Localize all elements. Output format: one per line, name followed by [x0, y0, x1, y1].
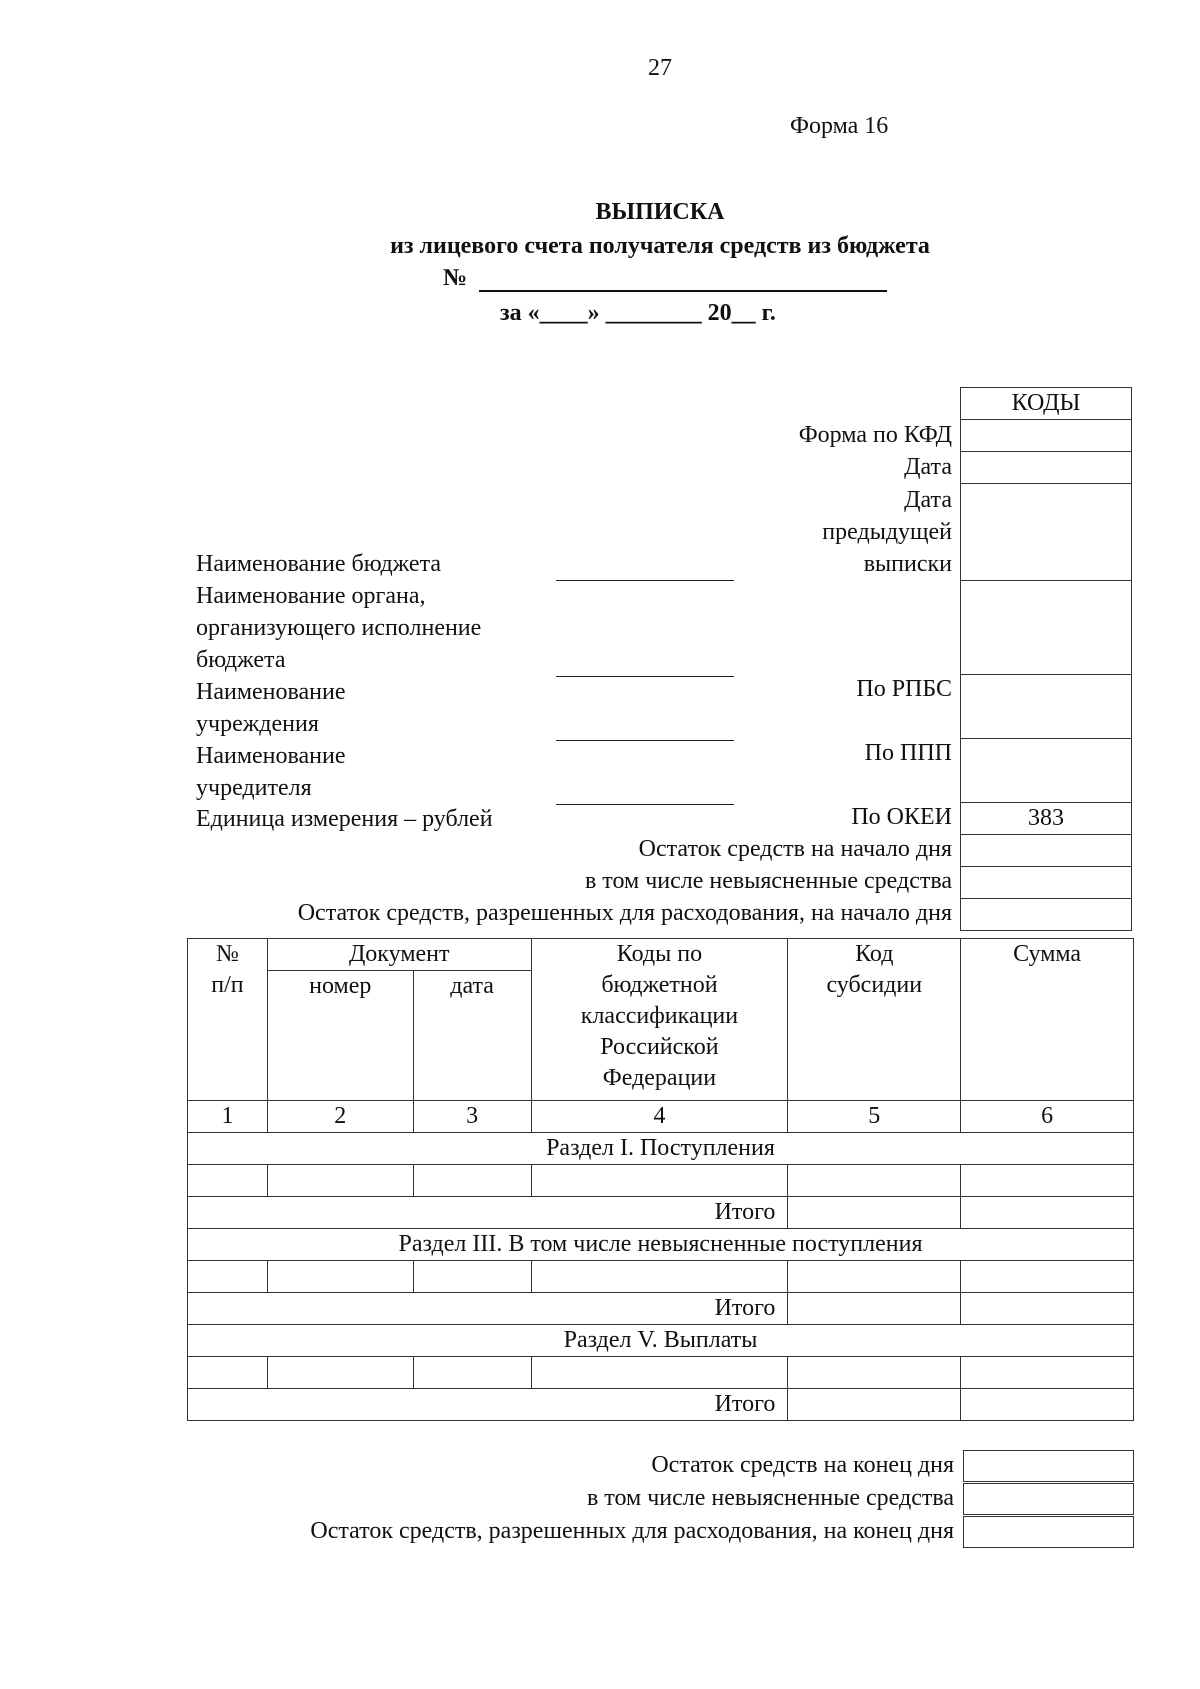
total-label: Итого	[188, 1389, 788, 1421]
header-kbk	[531, 939, 788, 1101]
column-number-row	[188, 1101, 1134, 1133]
cell[interactable]	[531, 1165, 788, 1197]
statement-table	[187, 938, 1134, 1421]
col-number: 3	[413, 1101, 531, 1133]
document-title: ВЫПИСКА	[595, 199, 725, 225]
header-subsidy-line1: Код	[855, 941, 894, 967]
page-number: 27	[648, 55, 672, 81]
end-balance-cell[interactable]	[963, 1450, 1134, 1482]
cell[interactable]	[788, 1261, 961, 1293]
header-kbk-line4: Российской	[600, 1034, 719, 1060]
end-balance-label: Остаток средств на конец дня	[651, 1452, 954, 1478]
prev-date-code-cell[interactable]	[960, 483, 1132, 581]
cell[interactable]	[961, 1261, 1134, 1293]
prev-date-label-3: выписки	[863, 551, 952, 577]
section-row	[188, 1229, 1134, 1261]
date-line: за «____» ________ 20__ г.	[500, 300, 776, 326]
number-label: №	[443, 265, 468, 291]
header-document: Документ	[267, 939, 531, 971]
number-line	[443, 264, 887, 292]
kfd-label: Форма по КФД	[798, 422, 952, 448]
total-label: Итого	[188, 1197, 788, 1229]
cell[interactable]	[788, 1293, 961, 1325]
start-unclear-label: в том числе невыясненные средства	[584, 868, 952, 894]
end-unclear-label: в том числе невыясненные средства	[586, 1485, 954, 1511]
budget-name-field[interactable]	[556, 580, 734, 581]
table-row	[188, 1357, 1134, 1389]
founder-field[interactable]	[556, 804, 734, 805]
total-row	[188, 1389, 1134, 1421]
start-balance-label: Остаток средств на начало дня	[638, 836, 952, 862]
institution-label-1: Наименование	[196, 679, 346, 705]
total-label: Итого	[188, 1293, 788, 1325]
col-number: 5	[788, 1101, 961, 1133]
end-allowed-cell[interactable]	[963, 1516, 1134, 1548]
cell[interactable]	[788, 1389, 961, 1421]
cell[interactable]	[188, 1261, 268, 1293]
date-label: Дата	[904, 454, 952, 480]
cell[interactable]	[961, 1389, 1134, 1421]
cell[interactable]	[267, 1165, 413, 1197]
header-row-1	[188, 939, 1134, 971]
col-number: 6	[961, 1101, 1134, 1133]
table-row	[188, 1165, 1134, 1197]
kfd-code-cell[interactable]	[960, 419, 1132, 452]
table-row	[188, 1261, 1134, 1293]
cell[interactable]	[961, 1357, 1134, 1389]
okei-label: По ОКЕИ	[851, 804, 952, 830]
founder-label-1: Наименование	[196, 743, 346, 769]
header-sum: Сумма	[961, 939, 1134, 1101]
org-name-label-3: бюджета	[196, 647, 286, 673]
section-row	[188, 1325, 1134, 1357]
form-number: Форма 16	[790, 113, 889, 139]
header-kbk-line3: классификации	[580, 1003, 739, 1029]
prev-date-label-1: Дата	[904, 487, 952, 513]
cell[interactable]	[413, 1261, 531, 1293]
start-allowed-label: Остаток средств, разрешенных для расходования, на начало дня	[297, 900, 952, 926]
start-unclear-cell[interactable]	[960, 866, 1132, 899]
total-row	[188, 1293, 1134, 1325]
cell[interactable]	[788, 1165, 961, 1197]
ppp-code-cell[interactable]	[960, 738, 1132, 803]
section-3-title: Раздел III. В том числе невыясненные поступления	[188, 1229, 1134, 1261]
section-row	[188, 1133, 1134, 1165]
header-kbk-line1: Коды по	[616, 941, 703, 967]
okei-code-cell: 383	[960, 802, 1132, 835]
total-row	[188, 1197, 1134, 1229]
header-subsidy-line2: субсидии	[826, 972, 923, 998]
org-name-label-1: Наименование органа,	[196, 583, 426, 609]
budget-name-label: Наименование бюджета	[196, 551, 442, 577]
cell[interactable]	[788, 1357, 961, 1389]
number-field[interactable]	[479, 264, 887, 292]
section-5-title: Раздел V. Выплаты	[188, 1325, 1134, 1357]
cell[interactable]	[413, 1357, 531, 1389]
rpbs-code-cell[interactable]	[960, 674, 1132, 739]
prev-date-label-2: предыдущей	[822, 519, 952, 545]
cell[interactable]	[188, 1165, 268, 1197]
start-balance-cell[interactable]	[960, 834, 1132, 867]
header-subsidy	[788, 939, 961, 1101]
org-name-label-2: организующего исполнение	[196, 615, 482, 641]
header-number-line1: №	[215, 941, 239, 967]
header-kbk-line2: бюджетной	[601, 972, 718, 998]
cell[interactable]	[961, 1165, 1134, 1197]
cell[interactable]	[961, 1293, 1134, 1325]
rpbs-label: По РПБС	[856, 676, 952, 702]
end-unclear-cell[interactable]	[963, 1483, 1134, 1515]
cell[interactable]	[188, 1357, 268, 1389]
header-kbk-line5: Федерации	[602, 1065, 717, 1091]
cell[interactable]	[531, 1357, 788, 1389]
section-1-title: Раздел I. Поступления	[188, 1133, 1134, 1165]
col-number: 1	[188, 1101, 268, 1133]
col-number: 4	[531, 1101, 788, 1133]
org-name-field[interactable]	[556, 676, 734, 677]
org-code-cell[interactable]	[960, 580, 1132, 675]
header-number	[188, 939, 268, 1101]
institution-label-2: учреждения	[196, 711, 319, 737]
header-doc-number: номер	[267, 971, 413, 1101]
header-doc-date: дата	[413, 971, 531, 1101]
codes-header: КОДЫ	[960, 387, 1132, 420]
cell[interactable]	[413, 1165, 531, 1197]
unit-label: Единица измерения – рублей	[196, 806, 493, 832]
cell[interactable]	[961, 1197, 1134, 1229]
document-subtitle: из лицевого счета получателя средств из бюджета	[390, 233, 930, 259]
end-allowed-label: Остаток средств, разрешенных для расходования, на конец дня	[310, 1518, 954, 1544]
date-code-cell[interactable]	[960, 451, 1132, 484]
cell[interactable]	[788, 1197, 961, 1229]
founder-label-2: учредителя	[196, 775, 312, 801]
header-number-line2: п/п	[211, 972, 244, 998]
cell[interactable]	[267, 1357, 413, 1389]
institution-field[interactable]	[556, 740, 734, 741]
ppp-label: По ППП	[864, 740, 952, 766]
cell[interactable]	[267, 1261, 413, 1293]
col-number: 2	[267, 1101, 413, 1133]
cell[interactable]	[531, 1261, 788, 1293]
start-allowed-cell[interactable]	[960, 898, 1132, 931]
